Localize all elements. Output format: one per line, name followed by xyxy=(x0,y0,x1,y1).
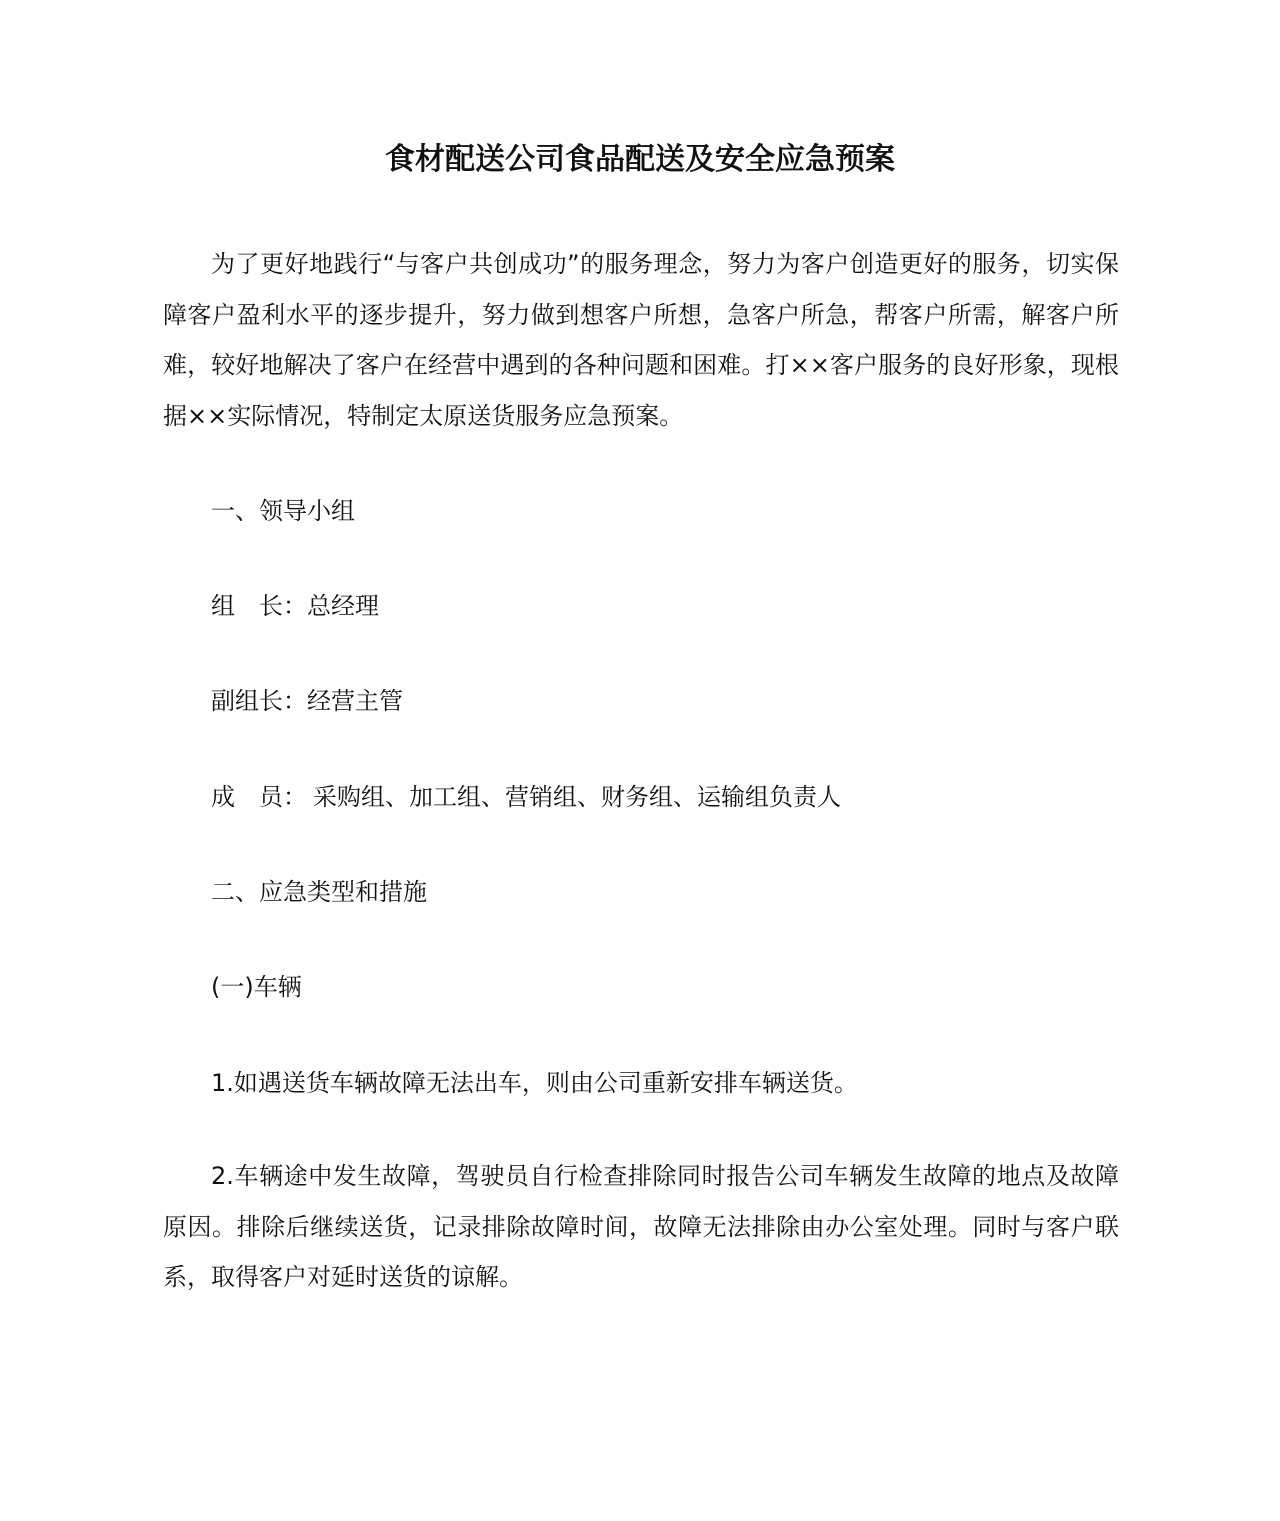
deputy-label: 副组长： xyxy=(211,687,307,715)
members-value: 采购组、加工组、营销组、财务组、运输组负责人 xyxy=(313,783,841,811)
section-heading-emergency: 二、应急类型和措施 xyxy=(211,878,427,906)
members-label-part2: 员： xyxy=(259,783,307,811)
subsection-heading-vehicles: (一)车辆 xyxy=(211,973,302,1001)
leader-label-part1: 组 xyxy=(211,592,235,620)
leader-row xyxy=(211,589,379,623)
leader-value: 总经理 xyxy=(307,592,379,620)
members-row xyxy=(211,780,841,814)
vehicle-item-1: 1.如遇送货车辆故障无法出车，则由公司重新安排车辆送货。 xyxy=(211,1069,858,1097)
document-title: 食材配送公司食品配送及安全应急预案 xyxy=(385,142,895,177)
members-label-part1: 成 xyxy=(211,783,235,811)
deputy-row xyxy=(211,684,403,718)
deputy-value: 经营主管 xyxy=(307,687,403,715)
leader-label-part2: 长： xyxy=(259,592,307,620)
intro-paragraph: 为了更好地践行“与客户共创成功”的服务理念，努力为客户创造更好的服务，切实保障客户盈利水平的逐步提升，努力做到想客户所想，急客户所急，帮客户所需，解客户所难，较好地解决了客户在经营中遇到的各种问题和困难。打××客户服务的良好形象，现根据××实际情况，特制定太原送货服务应急预案。 xyxy=(163,250,1119,430)
section-heading-leadership: 一、领导小组 xyxy=(211,497,355,525)
vehicle-item-2: 2.车辆途中发生故障，驾驶员自行检查排除同时报告公司车辆发生故障的地点及故障原因。排除后继续送货，记录排除故障时间，故障无法排除由办公室处理。同时与客户联系，取得客户对延时送货的谅解。 xyxy=(163,1162,1119,1291)
